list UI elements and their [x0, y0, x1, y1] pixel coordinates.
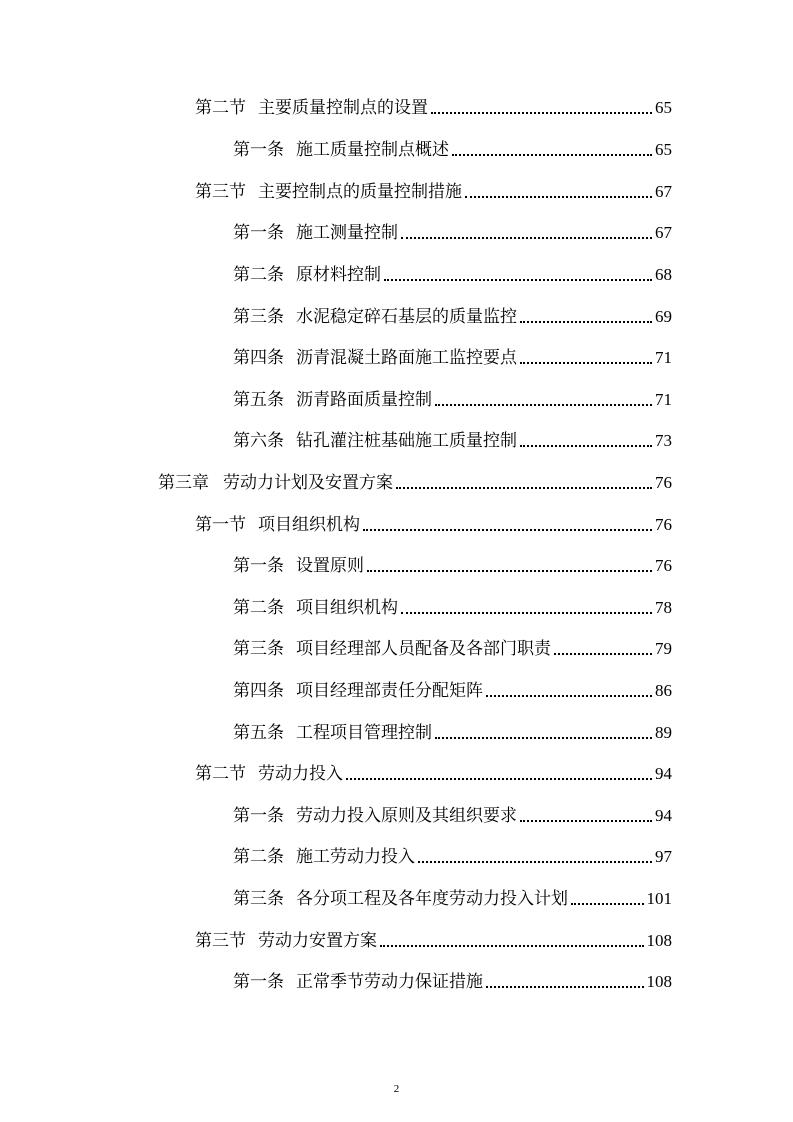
toc-entry[interactable]: [233, 679, 672, 703]
toc-entry-number: 第二节: [195, 764, 246, 784]
toc-dot-leader: [520, 820, 652, 822]
toc-entry-number: 第一条: [233, 140, 284, 160]
toc-entry-page: 86: [655, 681, 672, 700]
toc-entry-page: 67: [655, 182, 672, 201]
toc-entry[interactable]: [233, 221, 672, 245]
toc-entry-title: 项目经理部责任分配矩阵: [296, 681, 483, 701]
toc-entry-number: 第三条: [233, 639, 284, 659]
toc-entry-number: 第二条: [233, 598, 284, 618]
toc-entry-number: 第三条: [233, 307, 284, 327]
toc-entry-page: 68: [655, 265, 672, 284]
toc-entry-page: 97: [655, 847, 672, 866]
toc-entry-page: 73: [655, 431, 672, 450]
toc-entry[interactable]: [233, 429, 672, 453]
toc-entry[interactable]: [233, 845, 672, 869]
toc-dot-leader: [465, 196, 652, 198]
toc-entry-page: 71: [655, 348, 672, 367]
toc-entry-page: 65: [655, 98, 672, 117]
toc-entry-title: 设置原则: [296, 556, 364, 576]
toc-entry[interactable]: [233, 388, 672, 412]
toc-entry-page: 108: [646, 931, 672, 950]
toc-dot-leader: [431, 112, 652, 114]
toc-entry-page: 76: [655, 515, 672, 534]
toc-entry-page: 79: [655, 639, 672, 658]
toc-entry-title: 劳动力计划及安置方案: [223, 473, 393, 493]
toc-entry-number: 第二节: [195, 98, 246, 118]
toc-entry-number: 第一条: [233, 972, 284, 992]
toc-entry[interactable]: [233, 138, 672, 162]
toc-dot-leader: [363, 529, 652, 531]
toc-entry-title: 施工测量控制: [296, 223, 398, 243]
toc-dot-leader: [571, 903, 644, 905]
toc-dot-leader: [452, 154, 652, 156]
toc-entry-title: 正常季节劳动力保证措施: [296, 972, 483, 992]
toc-entry[interactable]: [195, 513, 672, 537]
toc-entry[interactable]: [195, 96, 672, 120]
toc-entry-page: 76: [655, 473, 672, 492]
toc-entry-page: 101: [646, 889, 672, 908]
toc-entry-page: 67: [655, 223, 672, 242]
toc-entry-title: 工程项目管理控制: [296, 723, 432, 743]
toc-entry-page: 94: [655, 806, 672, 825]
toc-entry-title: 水泥稳定碎石基层的质量监控: [296, 307, 517, 327]
toc-entry-title: 原材料控制: [296, 265, 381, 285]
toc-entry-page: 76: [655, 556, 672, 575]
toc-dot-leader: [486, 986, 644, 988]
toc-entry-number: 第一节: [195, 515, 246, 535]
toc-entry-number: 第四条: [233, 348, 284, 368]
toc-dot-leader: [435, 737, 652, 739]
toc-entry[interactable]: [233, 970, 672, 994]
toc-dot-leader: [418, 861, 652, 863]
toc-entry[interactable]: [233, 804, 672, 828]
toc-entry-page: 69: [655, 307, 672, 326]
toc-dot-leader: [554, 653, 652, 655]
toc-entry-title: 劳动力投入原则及其组织要求: [296, 806, 517, 826]
toc-entry[interactable]: [233, 554, 672, 578]
toc-entry-title: 项目组织机构: [258, 515, 360, 535]
toc-entry-title: 主要质量控制点的设置: [258, 98, 428, 118]
toc-entry-title: 劳动力投入: [258, 764, 343, 784]
toc-entry-title: 主要控制点的质量控制措施: [258, 182, 462, 202]
toc-dot-leader: [520, 445, 652, 447]
toc-dot-leader: [520, 321, 652, 323]
toc-entry-title: 钻孔灌注桩基础施工质量控制: [296, 431, 517, 451]
toc-entry-title: 沥青混凝土路面施工监控要点: [296, 348, 517, 368]
toc-dot-leader: [401, 612, 652, 614]
toc-entry-number: 第六条: [233, 431, 284, 451]
toc-entry[interactable]: [195, 762, 672, 786]
toc-entry-title: 施工质量控制点概述: [296, 140, 449, 160]
toc-dot-leader: [346, 778, 652, 780]
toc-entry[interactable]: [233, 346, 672, 370]
toc-entry-number: 第五条: [233, 723, 284, 743]
toc-entry-page: 71: [655, 390, 672, 409]
toc-entry-title: 项目经理部人员配备及各部门职责: [296, 639, 551, 659]
toc-entry-page: 78: [655, 598, 672, 617]
toc-entry-page: 89: [655, 723, 672, 742]
toc-entry-number: 第三条: [233, 889, 284, 909]
toc-entry-page: 94: [655, 764, 672, 783]
toc-entry[interactable]: [233, 721, 672, 745]
toc-dot-leader: [384, 279, 652, 281]
toc-entry[interactable]: [233, 305, 672, 329]
toc-entry-number: 第二条: [233, 847, 284, 867]
toc-dot-leader: [401, 237, 652, 239]
toc-entry[interactable]: [233, 887, 672, 911]
toc-entry[interactable]: [195, 929, 672, 953]
toc-entry-number: 第一条: [233, 806, 284, 826]
toc-entry-title: 各分项工程及各年度劳动力投入计划: [296, 889, 568, 909]
toc-entry-number: 第三节: [195, 931, 246, 951]
toc-entry-title: 沥青路面质量控制: [296, 390, 432, 410]
page-number: 2: [393, 1083, 400, 1095]
toc-dot-leader: [486, 695, 652, 697]
toc-entry-number: 第一条: [233, 223, 284, 243]
toc-entry-number: 第二条: [233, 265, 284, 285]
toc-entry-number: 第三节: [195, 182, 246, 202]
toc-entry-title: 劳动力安置方案: [258, 931, 377, 951]
toc-dot-leader: [435, 404, 652, 406]
toc-dot-leader: [380, 945, 644, 947]
toc-dot-leader: [396, 487, 652, 489]
toc-entry-number: 第五条: [233, 390, 284, 410]
toc-dot-leader: [367, 570, 652, 572]
toc-entry-number: 第三章: [158, 473, 209, 493]
toc-entry[interactable]: [233, 637, 672, 661]
toc-entry-page: 108: [646, 972, 672, 991]
toc-entry-title: 项目组织机构: [296, 598, 398, 618]
toc-entry-title: 施工劳动力投入: [296, 847, 415, 867]
toc-entry-number: 第四条: [233, 681, 284, 701]
toc-entry-number: 第一条: [233, 556, 284, 576]
toc-entry[interactable]: [233, 596, 672, 620]
toc-entry[interactable]: [233, 263, 672, 287]
toc-dot-leader: [520, 362, 652, 364]
toc-entry[interactable]: [195, 180, 672, 204]
toc-entry[interactable]: [158, 471, 672, 495]
toc-entry-page: 65: [655, 140, 672, 159]
